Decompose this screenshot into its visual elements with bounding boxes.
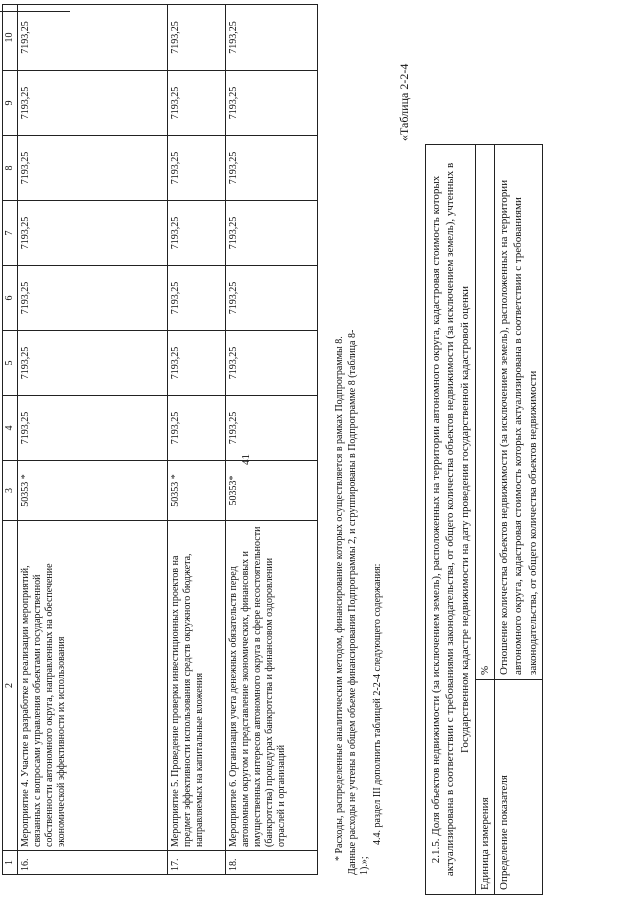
row-value: 7193,25	[18, 266, 168, 331]
indicator-title: 2.1.5. Доля объектов недвижимости (за исключением земель), расположенных на территории автономного округа, кадастровая стоимость которых актуализирована в соответствии с требованиями законодательства, от общего количества объектов недвижимости (за исключением земель), учтенных в Государственном кадастре недвижимости на дату проведения государственной кадастровой оценки	[426, 144, 476, 894]
indicator-title-row	[426, 144, 476, 894]
definition-label: Определение показателя	[495, 680, 543, 895]
row-description: Мероприятие 6. Организация учета денежных обязательств перед автономным округом и представление экономических, финансовых и имущественных интересов автономного округа в сфере несостоятельности (банкротства) процедурах банкротства и финансовом оздоровлении отраслей и организаций	[226, 521, 318, 851]
table-caption: «Таблица 2-2-4	[397, 63, 411, 141]
row-value: 7193,25	[18, 331, 168, 396]
definition-value: Отношение количества объектов недвижимости (за исключением земель), расположенных на территории автономного округа, кадастровая стоимость которых актуализирована в соответствии с требованиями законодательства, от общего количества объектов недвижимости	[495, 144, 543, 679]
unit-value: %	[475, 144, 494, 679]
column-number-1: 1	[3, 851, 18, 875]
page-number: 41	[240, 454, 252, 465]
table-row	[168, 5, 226, 875]
column-number-6: 6	[3, 266, 18, 331]
row-value: 7193,25	[168, 5, 226, 71]
table-row	[18, 5, 168, 875]
row-value: 7193,25	[226, 331, 318, 396]
unit-label: Единица измерения	[475, 680, 494, 895]
indicator-table	[425, 144, 543, 895]
row-value: 7193,25	[226, 266, 318, 331]
row-value: 7193,25	[226, 136, 318, 201]
column-number-5: 5	[3, 331, 18, 396]
row-value: 7193,25	[18, 71, 168, 136]
row-number: 16.	[18, 851, 168, 875]
row-value: 7193,25	[226, 201, 318, 266]
row-total: 50353*	[226, 461, 318, 521]
column-number-2: 2	[3, 521, 18, 851]
column-number-8: 8	[3, 136, 18, 201]
row-value: 7193,25	[226, 396, 318, 461]
row-value: 7193,25	[168, 71, 226, 136]
column-number-10: 10	[3, 5, 18, 71]
row-description: Мероприятие 5. Проведение проверки инвестиционных проектов на предмет эффективности использования средств окружного бюджета, направляемых на капитальные вложения	[168, 521, 226, 851]
row-value: 7193,25	[226, 71, 318, 136]
footnote: * Расходы, распределенные аналитическим методом, финансирование которых осуществляется в рамках Подпрограммы 8. Данные расходы не учтены в общем объеме финансирования Подпрограммы 2, и сгруппированы в Подпрограмме 8 (таблица 8-1).»;	[334, 329, 370, 875]
row-value: 7193,25	[168, 396, 226, 461]
column-number-7: 7	[3, 201, 18, 266]
row-value: 7193,25	[18, 396, 168, 461]
row-total: 50353 *	[18, 461, 168, 521]
table-header-row	[3, 5, 18, 875]
row-value: 7193,25	[18, 201, 168, 266]
row-total: 50353 *	[168, 461, 226, 521]
row-description: Мероприятие 4. Участие в разработке и реализации мероприятий, связанных с вопросами управления объектами государственной собственности автономного округа, направленных на обеспечение экономической эффективности их использования	[18, 521, 168, 851]
amendment-instruction: 4.4. раздел III дополнить таблицей 2-2-4 следующего содержания:	[371, 563, 383, 845]
row-value: 7193,25	[168, 136, 226, 201]
row-value: 7193,25	[168, 201, 226, 266]
row-number: 17.	[168, 851, 226, 875]
row-value: 7193,25	[168, 266, 226, 331]
column-number-3: 3	[3, 461, 18, 521]
table-row	[475, 144, 494, 894]
row-value: 7193,25	[18, 5, 168, 71]
row-value: 7193,25	[226, 5, 318, 71]
table-row	[495, 144, 543, 894]
table-row	[226, 5, 318, 875]
column-number-9: 9	[3, 71, 18, 136]
row-number: 18.	[226, 851, 318, 875]
column-number-4: 4	[3, 396, 18, 461]
footnote-block	[334, 315, 384, 875]
row-value: 7193,25	[168, 331, 226, 396]
row-value: 7193,25	[18, 136, 168, 201]
measures-table	[2, 4, 318, 875]
